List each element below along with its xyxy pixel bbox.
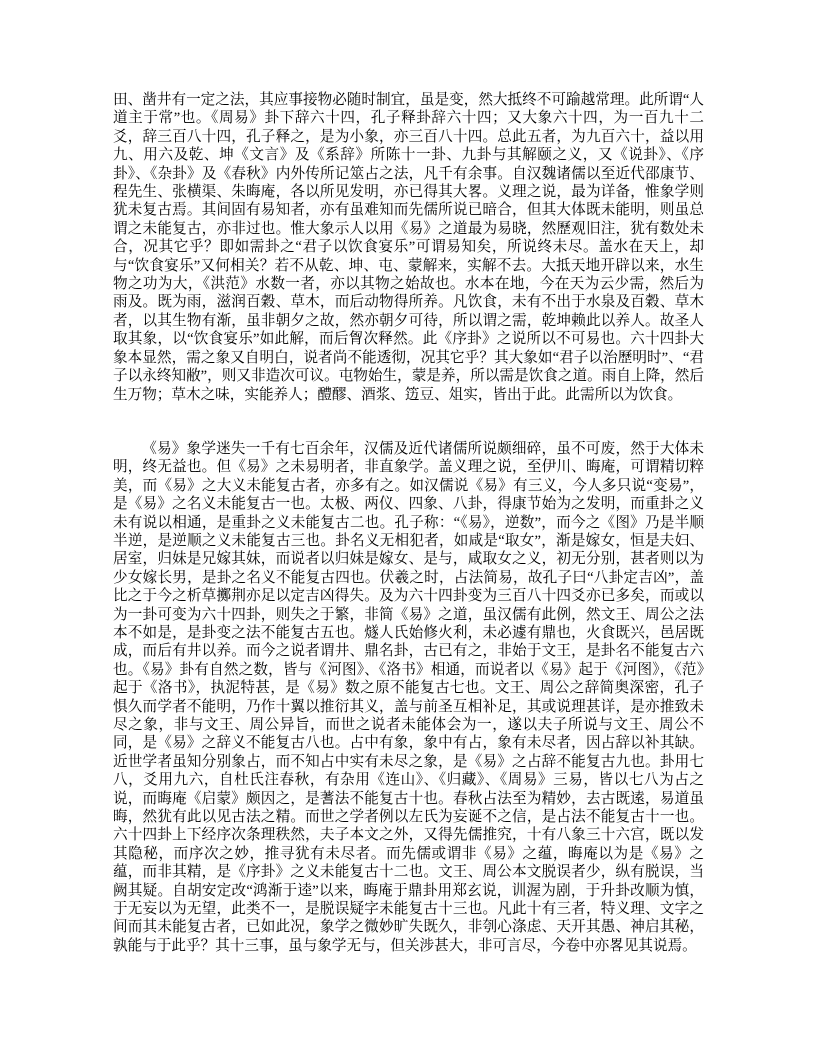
- body-paragraph: 田、凿井有一定之法，其应事接物必随时制宜，虽是变，然大抵终不可踰越常理。此所谓“人道主于常”也。《周易》卦下辞六十四，孔子释卦辞六十四；又大象六十四，为一百九十二爻，辞三百八十四，孔子释之，是为小象，亦三百八十四。总此五者，为九百六十，益以用九、用六及乾、坤《文言》及《系辞》所陈十一卦、九卦与其解颐之义，又《说卦》、《序卦》、《杂卦》及《春秋》内外传所记筮占之法，凡千有余事。自汉魏诸儒以至近代邵康节、程先生、张横渠、朱晦庵，各以所见发明，亦已得其大畧。义理之说，最为详备，惟象学则犹未复古焉。其间固有易知者，亦有虽难知而先儒所说已暗合，但其大体既未能明，则虽总谓之未能复古，亦非过也。惟大象示人以用《易》之道最为易晓，然歷观旧注，犹有数处未合，况其它乎？即如需卦之“君子以饮食宴乐”可谓易知矣，所说终未尽。盖水在天上，却与“饮食宴乐”又何相关？若不从乾、坤、屯、蒙解来，实解不去。大抵天地开辟以来，水生物之功为大，《洪范》水数一者，亦以其物之始故也。水本在地，今在天为云少需，然后为雨及。既为雨，滋润百穀、草木，而后动物得所养。凡饮食，未有不出于水泉及百穀、草木者，以其生物有渐，虽非朝夕之故，然亦朝夕可待，所以谓之需，乾坤赖此以养人。故圣人取其象，以“饮食宴乐”如此解，而后胷次释然。此《序卦》之说所以不可易也。六十四卦大象本显然，需之象又自明白，说者尚不能透彻，况其它乎？其大象如“君子以治歷明时”、“君子以永终知敝”，则又非造次可议。屯物始生，蒙是养，所以需是饮食之道。雨自上降，然后生万物；草木之味，实能养人；醴醪、酒浆、笾豆、俎实，皆出于此。此需所以为饮食。: [113, 92, 704, 403]
- text-block: [113, 91, 704, 955]
- body-paragraph: 《易》象学迷失一千有七百余年，汉儒及近代诸儒所说颇细碎，虽不可废，然于大体未明，终无益也。但《易》之未易明者，非直象学。盖义理之说，至伊川、晦庵，可谓精切粹美，而《易》之大义未能复古者，亦多有之。如汉儒说《易》有三义，今人多只说“变易”，是《易》之名义未能复古一也。太极、两仪、四象、八卦，得康节始为之发明，而重卦之义未有说以相通，是重卦之义未能复古二也。孔子称：“《易》，逆数”，而今之《图》乃是半顺半逆，是逆顺之义未能复古三也。卦名义无相犯者，如咸是“取女”，渐是嫁女，恒是夫妇、居室，归妹是兄嫁其妹，而说者以归妹是嫁女、是与，咸取女之义，初无分别，甚者则以为少女嫁长男，是卦之名义不能复古四也。伏羲之时，占法简易，故孔子曰“八卦定吉凶”，盖比之于今之析草擲荆亦足以定吉凶得失。及为六十四卦变为三百八十四爻亦已多矣，而或以为一卦可变为六十四卦，则失之于繁，非简《易》之道，虽汉儒有此例，然文王、周公之法本不如是，是卦变之法不能复古五也。燧人氏始修火利，未必遽有鼎也，火食既兴，邑居既成，而后有井以养。而今之说者谓井、鼎名卦，古已有之，非始于文王，是卦名不能复古六也。《易》卦有自然之数，皆与《河图》、《洛书》相通，而说者以《易》起于《河图》，《范》起于《洛书》，执泥特甚，是《易》数之原不能复古七也。文王、周公之辞简奥深密，孔子惧久而学者不能明，乃作十翼以推衍其义，盖与前圣互相补足，其或说理甚详，是亦推致未尽之象，非与文王、周公异旨，而世之说者未能体会为一，遂以夫子所说与文王、周公不同，是《易》之辞义不能复古八也。占中有象，象中有占，象有未尽者，因占辞以补其缺。近世学者虽知分别象占，而不知占中实有未尽之象，是《易》之占辞不能复古九也。卦用七八，爻用九六，自杜氏注春秋，有杂用《连山》、《归藏》、《周易》三易，皆以七八为占之说，而晦庵《启蒙》颇因之，是蓍法不能复古十也。春秋占法至为精妙，去古既逺，易道虽晦，然犹有此以见古法之精。而世之学者例以左氏为妄诞不之信，是占法不能复古十一也。六十四卦上下经序次条理秩然，夫子本文之外，又得先儒推究，十有八象三十六宫，既以发其隐秘，而序次之妙，推寻犹有未尽者。而先儒或谓非《易》之蕴，晦庵以为是《易》之蕴，而非其精，是《序卦》之义未能复古十二也。文王、周公本文脱误者少，纵有脱误，当阙其疑。自胡安定改“鸿渐于逵”以来，晦庵于鼎卦用郑玄说，训渥为剧，于升卦改顺为慎，于无妄以为无望，此类不一，是脱误疑字未能复古十三也。凡此十有三者，特义理、文字之间而其未能复古者，已如此况，象学之微妙旷失既久，非刳心涤虑、天开其愚、神启其秘，孰能与于此乎？其十三事，虽与象学无与，但关涉甚大，非可言尽，今卷中亦畧见其说焉。: [113, 440, 704, 954]
